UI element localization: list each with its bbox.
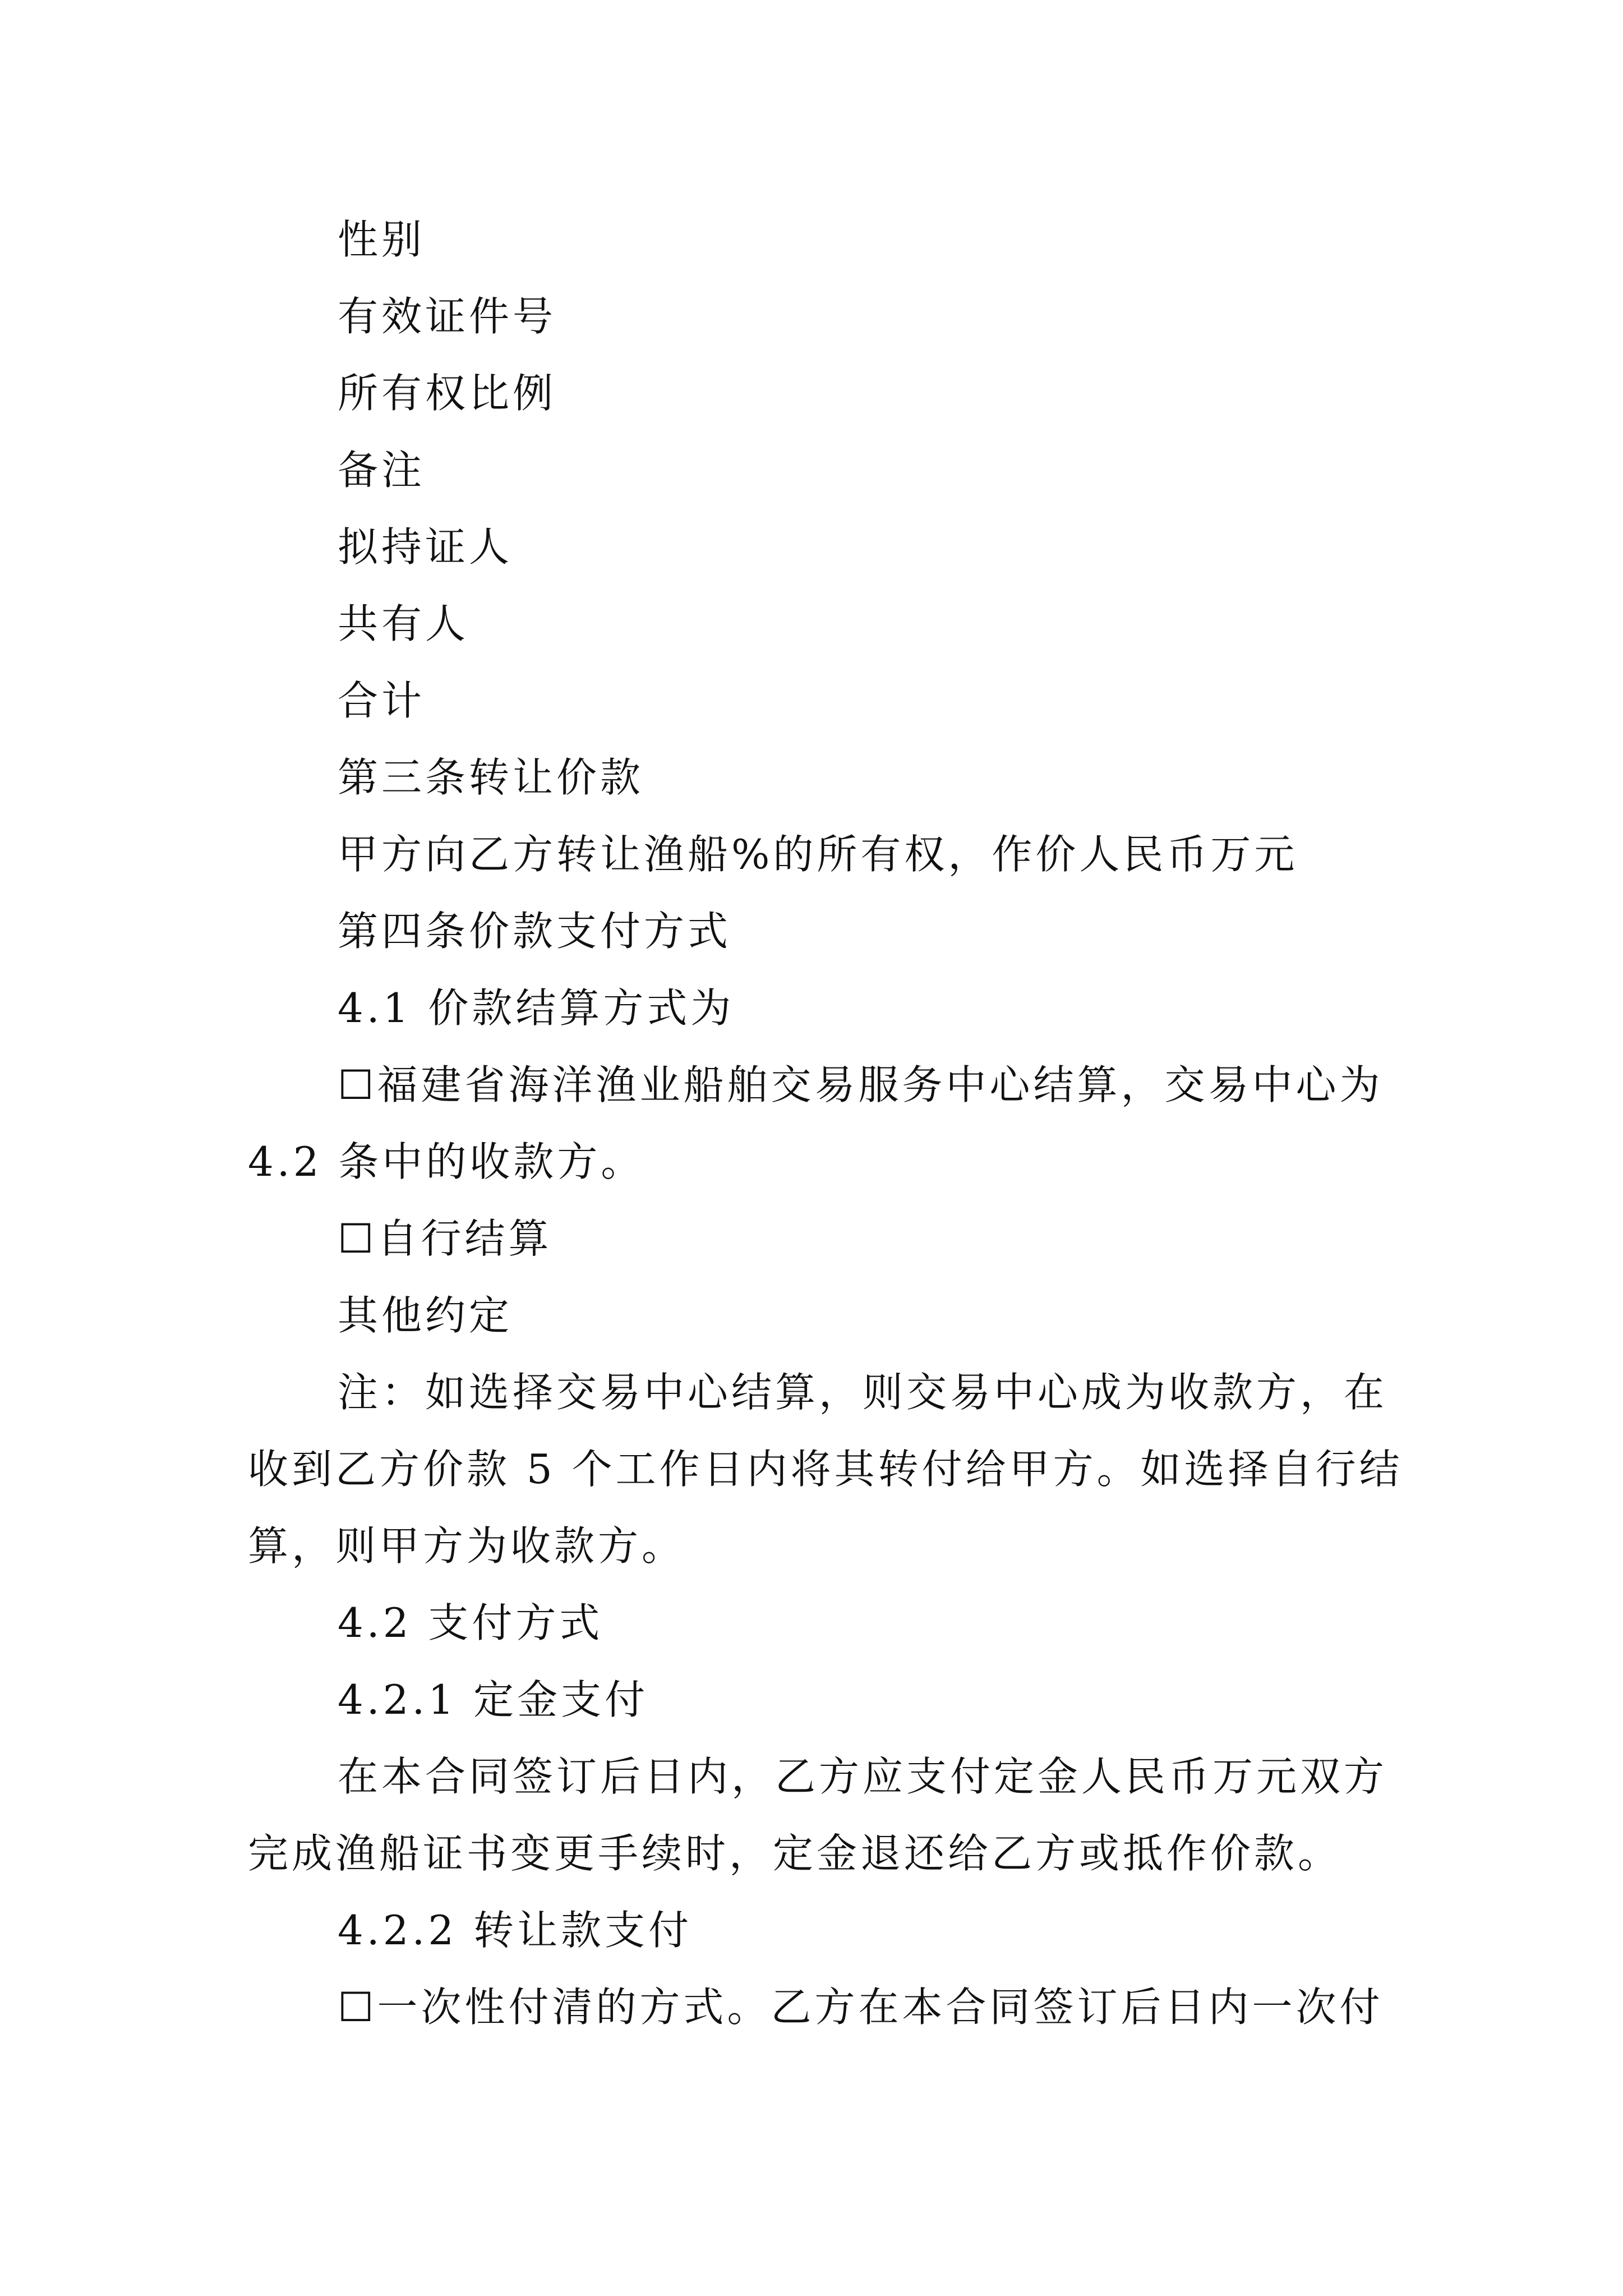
option-lump-sum: ☐一次性付清的方式。乙方在本合同签订后日内一次付 — [338, 1984, 1384, 2031]
other-agreement: 其他约定 — [338, 1292, 513, 1339]
clause-4-2-heading: 4.2 支付方式 — [338, 1599, 603, 1646]
note-paragraph-line-2: 收到乙方价款 5 个工作日内将其转付给甲方。如选择自行结 — [248, 1446, 1403, 1493]
note-paragraph-line-3: 算，则甲方为收款方。 — [248, 1522, 686, 1570]
field-gender: 性别 — [338, 216, 426, 263]
field-id-number: 有效证件号 — [338, 293, 557, 340]
clause-4-1-heading: 4.1 价款结算方式为 — [338, 984, 735, 1032]
note-paragraph-line-1: 注：如选择交易中心结算，则交易中心成为收款方，在 — [338, 1369, 1388, 1416]
option-center-settlement: ☐福建省海洋渔业船舶交易服务中心结算，交易中心为 — [338, 1061, 1384, 1108]
deposit-paragraph-line-2: 完成渔船证书变更手续时，定金退还给乙方或抵作价款。 — [248, 1830, 1342, 1877]
field-remarks: 备注 — [338, 447, 426, 494]
option-center-settlement-cont: 4.2 条中的收款方。 — [248, 1138, 645, 1185]
deposit-paragraph-line-1: 在本合同签订后日内，乙方应支付定金人民币万元双方 — [338, 1753, 1388, 1800]
field-ownership-ratio: 所有权比例 — [338, 370, 557, 417]
article-4-heading: 第四条价款支付方式 — [338, 908, 732, 955]
article-3-body: 甲方向乙方转让渔船%的所有权，作价人民币万元 — [338, 831, 1298, 878]
clause-4-2-1-heading: 4.2.1 定金支付 — [338, 1676, 649, 1723]
field-total: 合计 — [338, 677, 426, 724]
option-self-settlement: ☐自行结算 — [338, 1215, 552, 1262]
clause-4-2-2-heading: 4.2.2 转让款支付 — [338, 1907, 693, 1954]
field-proposed-holder: 拟持证人 — [338, 523, 513, 570]
article-3-heading: 第三条转让价款 — [338, 754, 644, 801]
field-co-owner: 共有人 — [338, 600, 469, 647]
